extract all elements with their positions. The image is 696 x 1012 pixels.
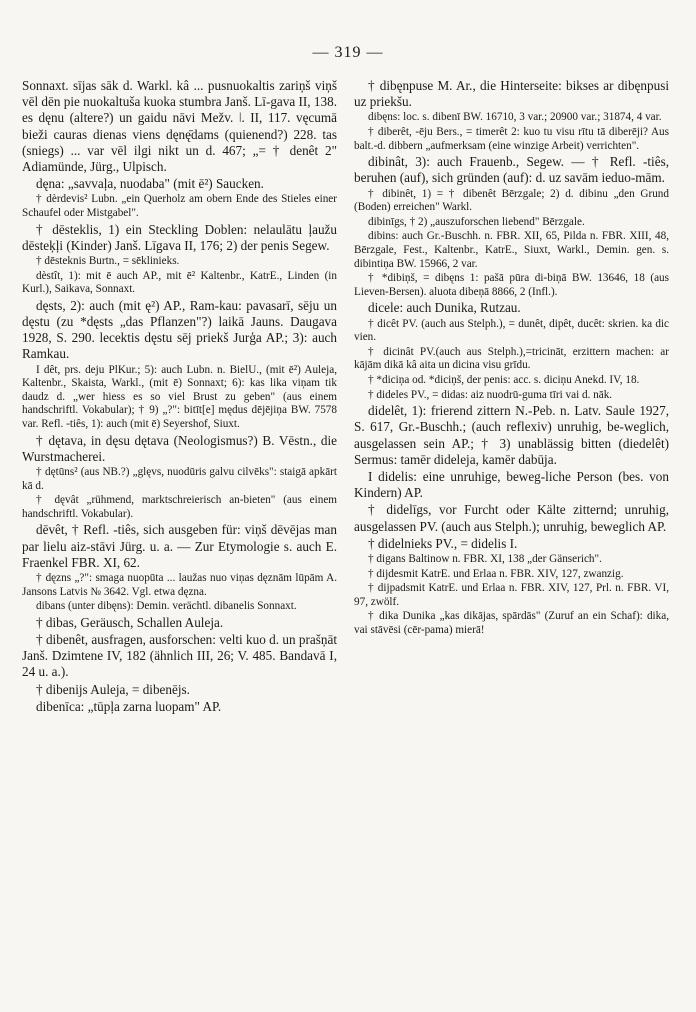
dictionary-entry: † dibęnpuse M. Ar., die Hinterseite: bikses ar dibęnpusi uz priekšu. [354, 78, 669, 110]
dictionary-entry: dibinīgs, † 2) „auszuforschen liebend" Bērzgale. [368, 215, 585, 228]
left-column [22, 78, 337, 716]
dictionary-entry: † didelnieks PV., = didelis I. [368, 535, 518, 551]
dictionary-entry: † dibas, Geräusch, Schallen Auleja. [36, 614, 224, 630]
dictionary-entry: † *diciņa od. *diciņš, der penis: acc. s. diciņu Anekd. IV, 18. [368, 373, 640, 386]
dictionary-entry: dicele: auch Dunika, Rutzau. [368, 300, 521, 316]
dictionary-entry: † dętūns² (aus NB.?) „glęvs, nuodūris galvu cilvēks": staigā apkārt kā d. [22, 465, 337, 492]
dictionary-entry: dęsts, 2): auch (mit ę²) AP., Ram-kau: pavasarī, sēju un dęstu (zu *dęsts „das Pflanzen"?) laikā Jauns. Daugava 1928, S. 290. lecektis dęstu sēj priekš Jurģa AP.; 3): auch Ramkau. [22, 297, 337, 362]
dictionary-entry: I didelis: eine unruhige, beweg-liche Person (bes. von Kindern) AP. [354, 468, 669, 501]
right-column [354, 78, 669, 639]
dictionary-entry: I dêt, prs. deju PlKur.; 5): auch Lubn. n. BielU., (mit ē²) Auleja, Kaltenbr., Skaista, Warkl., (mit ē) Sonnaxt; 6): kas lika viņam tik daudz d. „wer hiess es so viel Brust zu geben" (aus einem handschriftl. Vokabular); † 9) „?": bitīt[e] mędus dējējiņa BW. 7578 var. Refl. -tiês, 1): auch (mit ē) Seyershof, Siuxt. [22, 363, 337, 430]
dictionary-entry: † dicêt PV. (auch aus Stelph.), = dunêt, dipêt, ducêt: skrien. ka dic vien. [354, 317, 669, 344]
dictionary-entry: dibins: auch Gr.-Buschh. n. FBR. XII, 65, Pilda n. FBR. XIII, 48, Bērzgale, Fest., Kaltenbr., KatrE., Siuxt, Warkl., Demin. gen. s. dibintiņa BW. 15966, 2 var. [354, 230, 669, 270]
dictionary-entry: dęna: „savvaļa, nuodaba" (mit ē²) Saucken. [36, 176, 264, 192]
dictionary-entry: † dijdesmit KatrE. und Erlaa n. FBR. XIV, 127, zwanzig. [368, 567, 624, 580]
dictionary-entry: † dēsteknis Burtn., = sēklinieks. [36, 255, 180, 268]
dictionary-entry: † didelīgs, vor Furcht oder Kälte zitternd; unruhig, ausgelassen PV. (auch aus Stelph.); unruhig, beweglich AP. [354, 502, 669, 534]
dictionary-entry: † dèrdevis² Lubn. „ein Querholz am obern Ende des Stieles einer Schaufel oder Mistgabel". [22, 193, 337, 220]
dictionary-entry: dibęns: loc. s. dibenī BW. 16710, 3 var.; 20900 var.; 31874, 4 var. [368, 111, 662, 124]
dictionary-entry: dibans (unter dibęns): Demin. verächtl. dibanelis Sonnaxt. [36, 600, 297, 613]
dictionary-entry: didelêt, 1): frierend zittern N.-Peb. n. Latv. Saule 1927, S. 617, Gr.-Buschh.; (auch reflexiv) unruhig, be-weglich, ausgelassen sein AP.; † 3) unablässig bitten (diedelêt) Sermus: tamēr dideleja, kamēr dabūja. [354, 403, 669, 467]
dictionary-entry: dibinât, 3): auch Frauenb., Segew. — † Refl. -tiês, beruhen (auf), sich gründen (auf): d. uz savām ieduo-mām. [354, 154, 669, 186]
dictionary-entry: † digans Baltinow n. FBR. XI, 138 „der Gänserich". [368, 552, 602, 565]
dictionary-entry: Sonnaxt. sījas sāk d. Warkl. kâ ... pusnuokaltis zariņš viņš vēl dēn pie nuokaltuša kuoka stumbra Janš. Lī-gava II, 138. es dęnu (altere?) un gaidu nāvi Mežv. ǀ. II, 117. vęcumā bieži cauras dienas viens dęnę̄dams (quienend?) 228. tas (sniegs) ... var vēl ilgi nikt un d. 467; „= † denêt 2" Adiamünde, Jürg., Ulpisch. [22, 78, 337, 175]
dictionary-entry: † *dibiņš, = dibęns 1: pašā pūra di-biņā BW. 13646, 18 (aus Lieven-Bersen). aluota dibeņā 8866, 2 (Infl.). [354, 272, 669, 298]
dictionary-entry: † dika Dunika „kas dikājas, spārdās" (Zuruf an ein Schaf): dika, vai stāvēsi (cēr-pama) mierā! [354, 610, 669, 636]
dictionary-entry: † dijpadsmit KatrE. und Erlaa n. FBR. XIV, 127, Prl. n. FBR. VI, 97, zwölf. [354, 582, 669, 608]
page-number: — 319 — [312, 44, 384, 61]
dictionary-entry: † dibinêt, 1) = † dibenêt Bērzgale; 2) d. dibinu „den Grund (Boden) erreichen" Warkl. [354, 187, 669, 214]
dictionary-entry: dibenīca: „tūpļa zarna luopam" AP. [36, 698, 222, 714]
dictionary-entry: † dętava, in dęsu dętava (Neologismus?) B. Vēstn., die Wurstmacherei. [22, 432, 337, 464]
dictionary-entry: † dēsteklis, 1) ein Steckling Doblen: nelaulātu ļaužu dēsteķļi (Kinder) Janš. Līgava II, 176; 2) der penis Segew. [22, 221, 337, 253]
dictionary-entry: † dęzns „?": smaga nuopūta ... laužas nuo viņas dęznām lūpām A. Jansons Latvis № 3642. Vgl. etwa dęzna. [22, 571, 337, 598]
dictionary-entry: dēvêt, † Refl. -tiês, sich ausgeben für: viņš dēvējas man par lielu aiz-stāvi Jürg. u. a. — Zur Etymologie s. auch E. Fraenkel FBR. XI, 62. [22, 522, 337, 570]
dictionary-entry: † dęvât „rühmend, marktschreierisch an-bieten" (aus einem handschriftl. Vokabular). [22, 494, 337, 520]
dictionary-entry: † diberêt, -ēju Bers., = timerêt 2: kuo tu visu rītu tā diberēji? Aus balt.-d. dibbern „aufmerksam (eine winzige Arbeit) verrichten". [354, 126, 669, 152]
dictionary-entry: † dicinât PV.(auch aus Stelph.),=tricināt, erzittern machen: ar kājām dikā kâ aita un dicina visu grīdu. [354, 345, 669, 372]
dictionary-entry: † dideles PV., = didas: aiz nuodrū-guma tīri vai d. nāk. [368, 388, 613, 401]
dictionary-entry: dèstît, 1): mit ē auch AP., mit ē² Kaltenbr., KatrE., Linden (in Kurl.), Saikava, Sonnaxt. [22, 269, 337, 296]
dictionary-entry: † dibenêt, ausfragen, ausforschen: velti kuo d. un prašņāt Janš. Dzimtene IV, 182 (ähnlich III, 26; V. 485. Bandavā I, 24 u. a.). [22, 631, 337, 680]
dictionary-entry: † dibenijs Auleja, = dibenējs. [36, 681, 190, 697]
